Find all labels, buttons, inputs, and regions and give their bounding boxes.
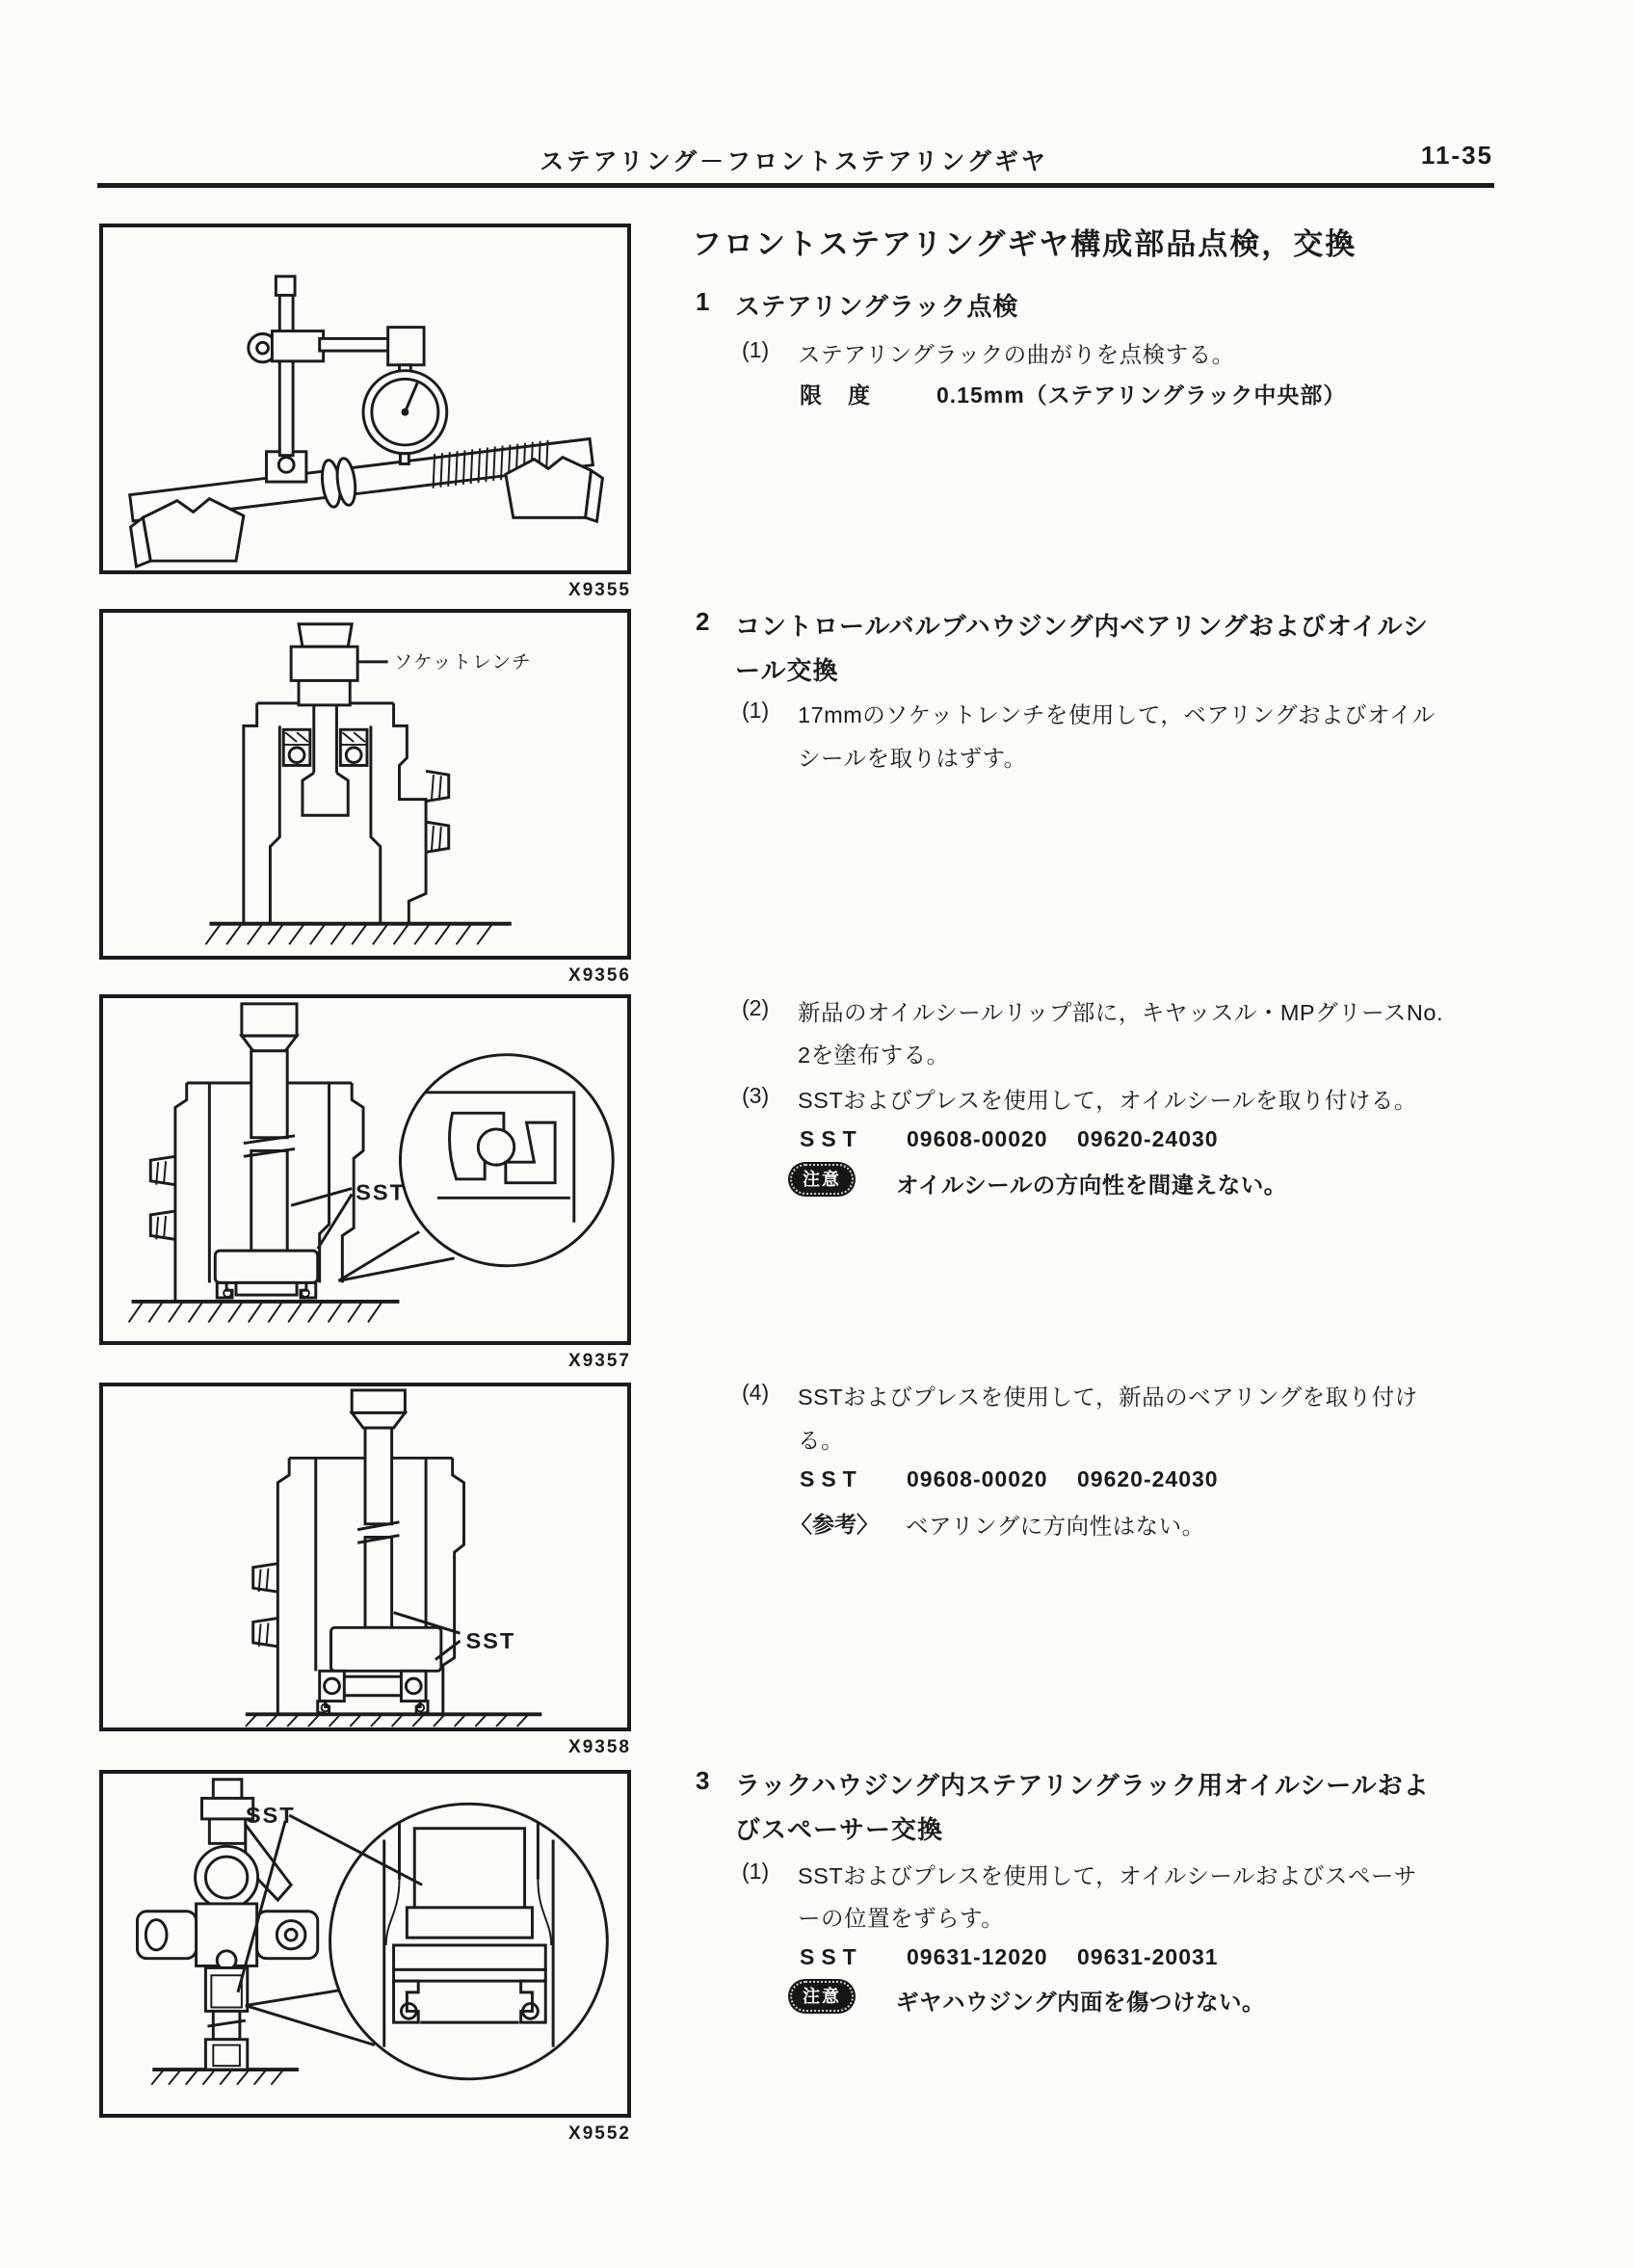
step-text: SSTおよびプレスを使用して，オイルシールおよびスペーサ bbox=[798, 1863, 1417, 1888]
spec-value: 0.15mm（ステアリングラック中央部） bbox=[936, 382, 1347, 408]
step-text-line2: シールを取りはずす。 bbox=[798, 746, 1027, 771]
section-heading: ラックハウジング内ステアリングラック用オイルシールおよ bbox=[735, 1771, 1430, 1800]
step-text: 新品のオイルシールリップ部に，キヤッスル・MPグリースNo. bbox=[798, 1000, 1443, 1025]
header-title: ステアリング－フロントステアリングギヤ bbox=[540, 148, 1048, 175]
step-text: 17mmのソケットレンチを使用して，ベアリングおよびオイル bbox=[798, 702, 1436, 727]
sst-value-2: 09631-20031 bbox=[1077, 1944, 1219, 1969]
figure-rack-housing-seal bbox=[99, 1770, 631, 2118]
sst-label: SST bbox=[245, 1802, 296, 1828]
sst-value-1: 09631-12020 bbox=[907, 1944, 1048, 1969]
caution-text: オイルシールの方向性を間違えない。 bbox=[896, 1173, 1287, 1198]
valve-housing-socket-illustration bbox=[103, 613, 627, 956]
section-number: 2 bbox=[696, 607, 710, 636]
section-heading: コントロールバルブハウジング内ベアリングおよびオイルシ bbox=[735, 612, 1429, 641]
section-heading-line2: びスペーサー交換 bbox=[735, 1815, 944, 1844]
note-text: ベアリングに方向性はない。 bbox=[906, 1514, 1205, 1539]
step-text-line2: 2を塗布する。 bbox=[798, 1042, 950, 1068]
sst-label: SST bbox=[356, 1179, 407, 1205]
bearing-install-illustration bbox=[103, 1386, 627, 1727]
step-text: SSTおよびプレスを使用して，オイルシールを取り付ける。 bbox=[798, 1088, 1417, 1113]
step-text-line2: ーの位置をずらす。 bbox=[798, 1906, 1005, 1931]
figure-bearing-install bbox=[99, 1383, 631, 1731]
figure-caption: X9356 bbox=[568, 965, 631, 986]
step-number: (1) bbox=[742, 698, 770, 723]
caution-badge: 注意 bbox=[790, 1164, 854, 1195]
figure-oil-seal-install bbox=[99, 994, 631, 1345]
figure-caption: X9358 bbox=[568, 1737, 631, 1757]
sst-value-2: 09620-24030 bbox=[1077, 1466, 1219, 1491]
page-number: 11-35 bbox=[1420, 141, 1493, 170]
section-number: 1 bbox=[696, 287, 710, 316]
note-bracket: 〈参考〉 bbox=[790, 1512, 879, 1537]
section-heading: ステアリングラック点検 bbox=[735, 292, 1019, 321]
step-number: (1) bbox=[742, 337, 770, 362]
header-rule bbox=[97, 183, 1494, 188]
step-number: (4) bbox=[742, 1380, 770, 1405]
sst-label: SST bbox=[800, 1466, 863, 1491]
step-text: ステアリングラックの曲がりを点検する。 bbox=[798, 342, 1235, 367]
socket-wrench-label: ソケットレンチ bbox=[393, 651, 532, 673]
caution-text: ギヤハウジング内面を傷つけない。 bbox=[896, 1990, 1265, 2015]
step-text-line2: る。 bbox=[798, 1428, 844, 1453]
sst-label: SST bbox=[800, 1126, 863, 1151]
step-number: (2) bbox=[742, 995, 770, 1020]
step-number: (1) bbox=[742, 1859, 770, 1884]
sst-label: SST bbox=[465, 1627, 516, 1653]
spec-label: 限 度 bbox=[800, 382, 872, 408]
caution-badge: 注意 bbox=[790, 1981, 854, 2012]
step-number: (3) bbox=[742, 1083, 770, 1108]
figure-caption: X9357 bbox=[568, 1351, 631, 1371]
section-heading-line2: ール交換 bbox=[735, 656, 839, 685]
sst-label: SST bbox=[800, 1944, 863, 1969]
oil-seal-install-illustration bbox=[103, 998, 627, 1341]
sst-value-1: 09608-00020 bbox=[907, 1126, 1048, 1151]
figure-caption: X9552 bbox=[568, 2123, 631, 2144]
figure-caption: X9355 bbox=[568, 580, 631, 600]
section-number: 3 bbox=[696, 1766, 710, 1795]
figure-valve-housing-socket bbox=[99, 609, 631, 960]
rack-housing-seal-illustration bbox=[103, 1774, 627, 2114]
page-title: フロントステアリングギヤ構成部品点検，交換 bbox=[692, 227, 1357, 261]
rack-runout-illustration bbox=[103, 227, 627, 570]
sst-value-2: 09620-24030 bbox=[1077, 1126, 1219, 1151]
step-text: SSTおよびプレスを使用して，新品のベアリングを取り付け bbox=[798, 1385, 1418, 1410]
sst-value-1: 09608-00020 bbox=[907, 1466, 1048, 1491]
figure-rack-runout bbox=[99, 224, 631, 574]
